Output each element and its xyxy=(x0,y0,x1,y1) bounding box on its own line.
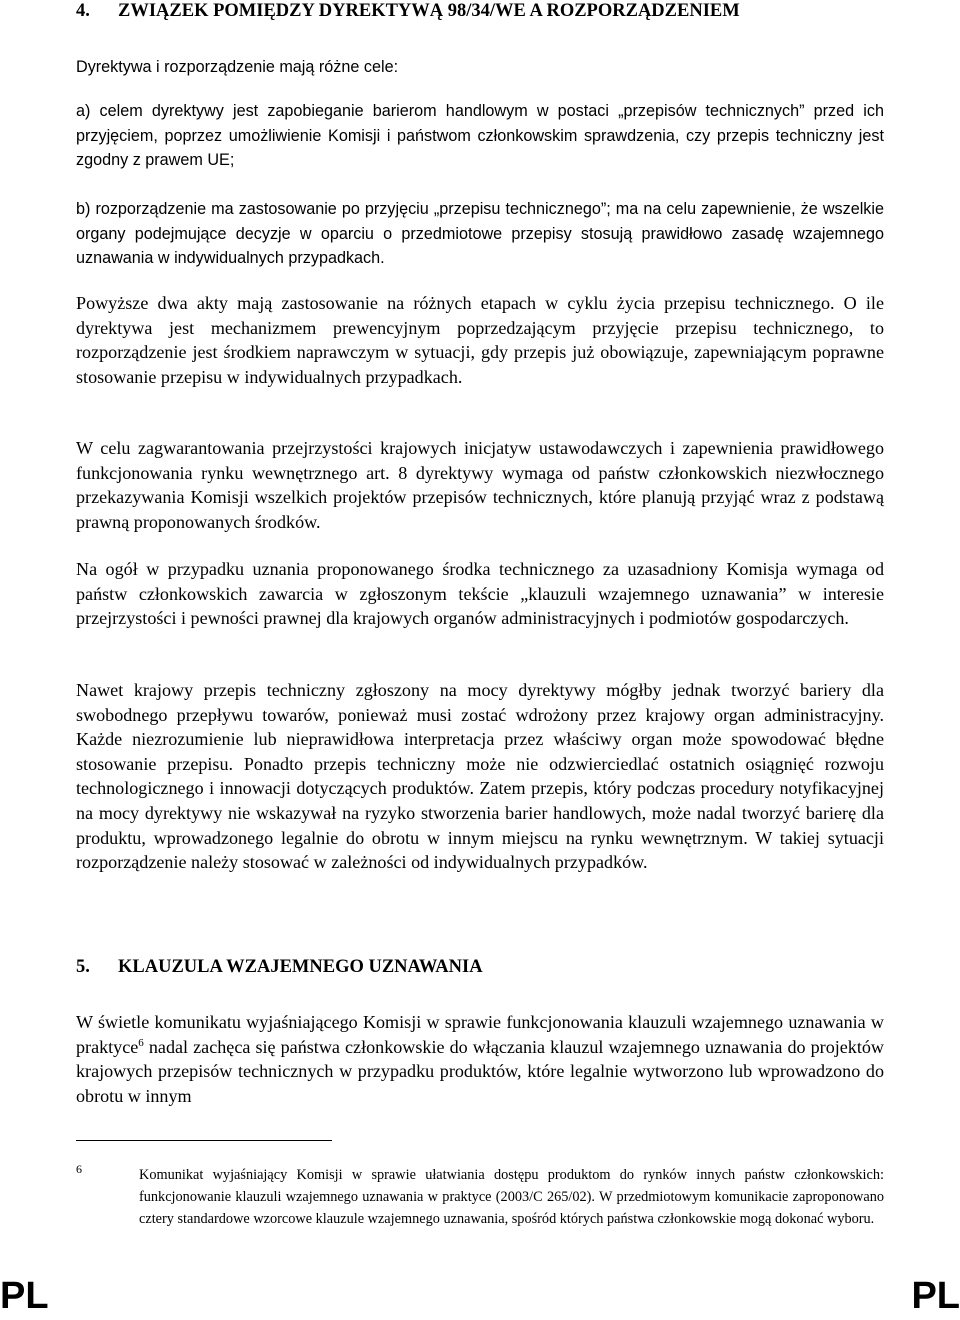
point-b: b) rozporządzenie ma zastosowanie po przyjęciu „przepisu technicznego”; ma na celu zapewnienie, że wszelkie organy podejmujące decyzje w oparciu o przedmiotowe przepisy stosują prawidłowo zasadę wzajemnego uznawania w indywidualnych przypadkach. xyxy=(76,200,884,267)
paragraph-1: Powyższe dwa akty mają zastosowanie na różnych etapach w cyklu życia przepisu technicznego. O ile dyrektywa jest mechanizmem prewencyjnym poprzedzającym przyjęcie przepisu technicznego, to rozporządzenie jest środkiem naprawczym w sytuacji, gdy przepis już obowiązuje, zapewniającym poprawne stosowanie przepisu w indywidualnych przypadkach. xyxy=(76,293,884,387)
paragraph-5-end: nadal zachęca się państwa członkowskie do włączania klauzul wzajemnego uznawania do projektów krajowych przepisów technicznych w przypadku produktów, które legalnie wytworzono lub wprowadzono do obrotu w innym xyxy=(76,1036,884,1106)
footnote-reference[interactable]: 6 xyxy=(138,1036,144,1049)
footnote-text: Komunikat wyjaśniający Komisji w sprawie ułatwiania dostępu produktom do rynków innych państw członkowskich: funkcjonowanie klauzuli wzajemnego uznawania w praktyce (2003/C 265/02). W przedmiotowym komunikacie zaproponowano cztery standardowe wzorcowe klauzule wzajemnego uznawania, spośród których państwa członkowskie mogą dokonać wyboru. xyxy=(139,1167,884,1228)
footer-language-left: PL xyxy=(0,1275,49,1317)
section-4-number: 4. xyxy=(76,1,90,21)
intro-text: Dyrektywa i rozporządzenie mają różne cele: xyxy=(76,58,399,76)
paragraph-3: Na ogół w przypadku uznania proponowanego środka technicznego za uzasadniony Komisja wymaga od państw członkowskich zawarcia w zgłoszonym tekście „klauzuli wzajemnego uznawania” w interesie przejrzystości i pewności prawnej dla krajowych organów administracyjnych i podmiotów gospodarczych. xyxy=(76,559,884,629)
paragraph-2: W celu zagwarantowania przejrzystości krajowych inicjatyw ustawodawczych i zapewnienia prawidłowego funkcjonowania rynku wewnętrznego art. 8 dyrektywy wymaga od państw członkowskich niezwłocznego przekazywania Komisji wszelkich projektów przepisów technicznych, które planują przyjąć wraz z podstawą prawną proponowanych środków. xyxy=(76,438,884,532)
section-5-title: KLAUZULA WZAJEMNEGO UZNAWANIA xyxy=(118,957,483,977)
section-5-number: 5. xyxy=(76,957,90,977)
footnote-divider xyxy=(76,1140,332,1141)
section-4-heading xyxy=(76,0,740,22)
footnote-number: 6 xyxy=(76,1162,82,1176)
paragraph-4: Nawet krajowy przepis techniczny zgłoszony na mocy dyrektywy mógłby jednak tworzyć bariery dla swobodnego przepływu towarów, ponieważ musi zostać wdrożony przez krajowy organ administracyjny. Każde niezrozumienie lub nieprawidłowa interpretacja przez właściwy organ może spowodować błędne stosowanie przepisu. Ponadto przepis techniczny może nie odzwierciedlać ostatnich osiągnięć rozwoju technologicznego i innowacji dotyczących produktów. Zatem przepis, który podczas procedury notyfikacyjnej na mocy dyrektywy nie wskazywał na ryzyko stworzenia barier handlowych, może nadal tworzyć barierę dla produktu, wprowadzonego legalnie do obrotu w innym miejscu na rynku wewnętrznym. W takiej sytuacji rozporządzenie należy stosować w zależności od indywidualnych przypadków. xyxy=(76,680,884,873)
paragraph-5 xyxy=(76,1010,884,1108)
section-4-title: ZWIĄZEK POMIĘDZY DYREKTYWĄ 98/34/WE A ROZPORZĄDZENIEM xyxy=(118,1,740,21)
point-a: a) celem dyrektywy jest zapobieganie barierom handlowym w postaci „przepisów technicznych” przed ich przyjęciem, poprzez umożliwienie Komisji i państwom członkowskim sprawdzenia, czy przepis techniczny jest zgodny z prawem UE; xyxy=(76,102,884,169)
paragraph-5-start: W świetle komunikatu wyjaśniającego Komisji w sprawie funkcjonowania klauzuli wzajemnego uznawania w praktyce xyxy=(76,1012,884,1057)
footer-language-right: PL xyxy=(911,1275,960,1317)
section-5-heading xyxy=(76,956,483,978)
